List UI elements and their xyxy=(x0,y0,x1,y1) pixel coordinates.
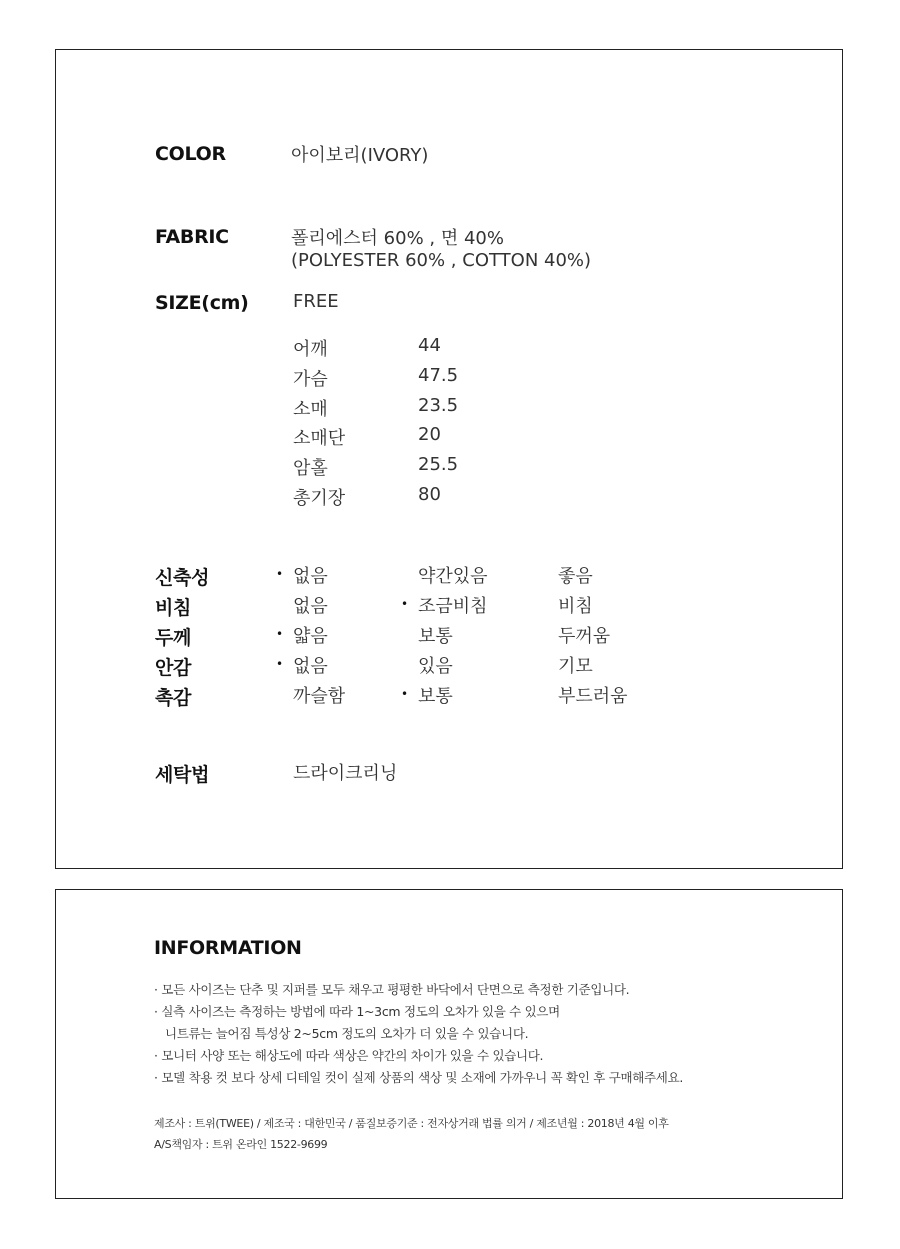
manufacturer-info: 제조사 : 트위(TWEE) / 제조국 : 대한민국 / 품질보증기준 : 전자상거래 법률 의거 / 제조년월 : 2018년 4월 이후 xyxy=(154,1117,669,1130)
information-note: · 실측 사이즈는 측정하는 방법에 따라 1~3cm 정도의 오차가 있을 수 있으며 xyxy=(154,1004,560,1019)
size-row-name: 가슴 xyxy=(293,369,328,390)
selected-bullet: • xyxy=(276,567,284,581)
size-row-value: 80 xyxy=(418,484,441,505)
size-row-name: 소매단 xyxy=(293,428,346,449)
attribute-option: 얇음 xyxy=(293,626,328,647)
attribute-option: 있음 xyxy=(418,656,453,677)
size-row-name: 암홀 xyxy=(293,458,328,479)
color-value: 아이보리(IVORY) xyxy=(291,145,429,166)
size-row-value: 20 xyxy=(418,424,441,445)
attribute-option: 기모 xyxy=(558,656,593,677)
size-row-name: 소매 xyxy=(293,399,328,420)
information-note: · 모델 착용 컷 보다 상세 디테일 컷이 실제 상품의 색상 및 소재에 가까우니 꼭 확인 후 구매해주세요. xyxy=(154,1070,684,1085)
attribute-option: 없음 xyxy=(293,656,328,677)
attribute-option: 없음 xyxy=(293,596,328,617)
selected-bullet: • xyxy=(276,657,284,671)
selected-bullet: • xyxy=(276,627,284,641)
as-contact-info: A/S책임자 : 트위 온라인 1522-9699 xyxy=(154,1138,328,1151)
washing-label: 세탁법 xyxy=(155,764,210,786)
attribute-option: 보통 xyxy=(418,686,453,707)
size-row-value: 25.5 xyxy=(418,454,459,475)
attribute-option: 조금비침 xyxy=(418,596,488,617)
fabric-value-korean: 폴리에스터 60% , 면 40% xyxy=(291,228,504,249)
fabric-value-english: (POLYESTER 60% , COTTON 40%) xyxy=(291,250,592,271)
attribute-label-thickness: 두께 xyxy=(155,627,192,649)
attribute-option: 비침 xyxy=(558,596,593,617)
size-row-value: 47.5 xyxy=(418,365,459,386)
information-title: INFORMATION xyxy=(154,937,302,959)
size-row-value: 23.5 xyxy=(418,395,459,416)
fabric-label: FABRIC xyxy=(155,226,229,248)
attribute-option: 약간있음 xyxy=(418,566,488,587)
information-box xyxy=(55,889,843,1199)
attribute-label-lining: 안감 xyxy=(155,657,192,679)
size-value: FREE xyxy=(293,291,339,312)
information-note: 니트류는 늘어짐 특성상 2~5cm 정도의 오차가 더 있을 수 있습니다. xyxy=(165,1026,529,1041)
attribute-option: 보통 xyxy=(418,626,453,647)
attribute-label-sheerness: 비침 xyxy=(155,597,192,619)
size-row-name: 총기장 xyxy=(293,488,346,509)
size-label: SIZE(cm) xyxy=(155,292,249,314)
information-note: · 모든 사이즈는 단추 및 지퍼를 모두 채우고 평평한 바닥에서 단면으로 측정한 기준입니다. xyxy=(154,982,630,997)
selected-bullet: • xyxy=(401,597,409,611)
size-row-name: 어깨 xyxy=(293,339,328,360)
attribute-label-stretch: 신축성 xyxy=(155,567,210,589)
attribute-label-texture: 촉감 xyxy=(155,687,192,709)
attribute-option: 없음 xyxy=(293,566,328,587)
attribute-option: 두꺼움 xyxy=(558,626,611,647)
washing-value: 드라이크리닝 xyxy=(293,763,398,784)
attribute-option: 까슬함 xyxy=(293,686,346,707)
attribute-option: 좋음 xyxy=(558,566,593,587)
color-label: COLOR xyxy=(155,143,226,165)
attribute-option: 부드러움 xyxy=(558,686,628,707)
size-row-value: 44 xyxy=(418,335,441,356)
information-note: · 모니터 사양 또는 해상도에 따라 색상은 약간의 차이가 있을 수 있습니다. xyxy=(154,1048,544,1063)
selected-bullet: • xyxy=(401,687,409,701)
